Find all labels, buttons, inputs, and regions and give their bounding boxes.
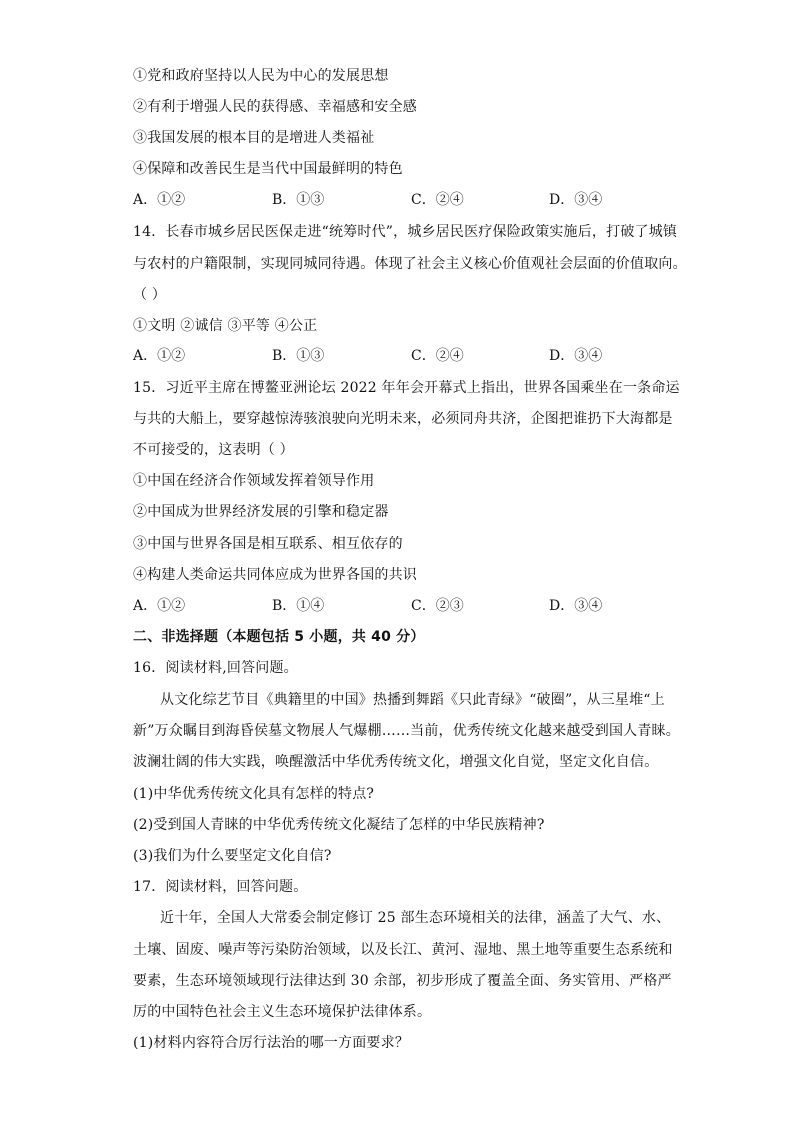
q16-subquestion-2: (2)受到国人青睐的中华优秀传统文化凝结了怎样的中华民族精神?	[133, 817, 545, 833]
q13-statement-4: ④保障和改善民生是当代中国最鲜明的特色	[133, 161, 403, 177]
q15-options	[133, 596, 693, 616]
section-heading: 二、非选择题（本题包括 5 小题，共 40 分）	[133, 629, 425, 645]
q15-statement-3: ③中国与世界各国是相互联系、相互依存的	[133, 536, 403, 552]
q15-option-d: D．③④	[549, 598, 603, 614]
q14-options	[133, 346, 693, 366]
q14-option-d: D．③④	[549, 348, 603, 364]
q14-blank: （ ）	[133, 287, 167, 303]
q14-choices: ①文明 ②诚信 ③平等 ④公正	[133, 318, 318, 334]
q15-statement-4: ④构建人类命运共同体应成为世界各国的共识	[133, 567, 417, 583]
q14-stem-line-2: 与农村的户籍限制，实现同城同待遇。体现了社会主义核心价值观社会层面的价值取向。	[133, 256, 687, 272]
q17-material-line-2: 土壤、固废、噪声等污染防治领域，以及长江、黄河、湿地、黑土地等重要生态系统和	[133, 942, 673, 958]
q15-stem-line-1: 15．习近平主席在博鳌亚洲论坛 2022 年年会开幕式上指出，世界各国乘坐在一条命运	[133, 380, 680, 396]
q14-option-b: B．①③	[272, 348, 325, 364]
q13-option-a: A．①②	[133, 192, 186, 208]
q17-material-line-1: 近十年，全国人大常委会制定修订 25 部生态环境相关的法律，涵盖了大气、水、	[160, 910, 671, 926]
q17-material-line-4: 厉的中国特色社会主义生态环境保护法律体系。	[133, 1004, 432, 1020]
q17-subquestion-1: (1)材料内容符合厉行法治的哪一方面要求？	[133, 1035, 410, 1051]
q17-material-line-3: 要素，生态环境领域现行法律达到 30 余部，初步形成了覆盖全面、务实管用、严格严	[133, 973, 672, 989]
q15-option-a: A．①②	[133, 598, 186, 614]
q15-statement-1: ①中国在经济合作领域发挥着领导作用	[133, 473, 375, 489]
q16-material-line-3: 波澜壮阔的伟大实践，唤醒激活中华优秀传统文化，增强文化自觉，坚定文化自信。	[133, 754, 659, 770]
q15-statement-2: ②中国成为世界经济发展的引擎和稳定器	[133, 504, 389, 520]
q14-option-a: A．①②	[133, 348, 186, 364]
q13-statement-1: ①党和政府坚持以人民为中心的发展思想	[133, 68, 389, 84]
q14-option-c: C．②④	[411, 348, 464, 364]
q16-material-line-2: 新”万众瞩目到海昏侯墓文物展人气爆棚……当前，优秀传统文化越来越受到国人青睐。	[133, 723, 680, 739]
q15-option-b: B．①④	[272, 598, 325, 614]
q13-option-b: B．①③	[272, 192, 325, 208]
q16-heading: 16．阅读材料,回答问题。	[133, 660, 298, 676]
q15-stem-line-2: 与共的大船上，要穿越惊涛骇浪驶向光明未来，必须同舟共济，企图把谁扔下大海都是	[133, 411, 673, 427]
q13-option-d: D．③④	[549, 192, 603, 208]
q13-option-c: C．②④	[411, 192, 464, 208]
q16-material-line-1: 从文化综艺节目《典籍里的中国》热播到舞蹈《只此青绿》“破圈”，从三星堆“上	[160, 692, 665, 708]
q14-stem-line-1: 14．长春市城乡居民医保走进“统筹时代”，城乡居民医疗保险政策实施后，打破了城镇	[133, 224, 678, 240]
q13-options	[133, 190, 693, 210]
q13-statement-2: ②有利于增强人民的获得感、幸福感和安全感	[133, 99, 417, 115]
q13-statement-3: ③我国发展的根本目的是增进人类福祉	[133, 130, 375, 146]
q17-heading: 17．阅读材料，回答问题。	[133, 879, 308, 895]
q15-option-c: C．②③	[411, 598, 464, 614]
q16-subquestion-1: (1)中华优秀传统文化具有怎样的特点?	[133, 786, 375, 802]
q15-stem-line-3: 不可接受的，这表明（ ）	[133, 442, 294, 458]
q16-subquestion-3: (3)我们为什么要坚定文化自信?	[133, 848, 332, 864]
